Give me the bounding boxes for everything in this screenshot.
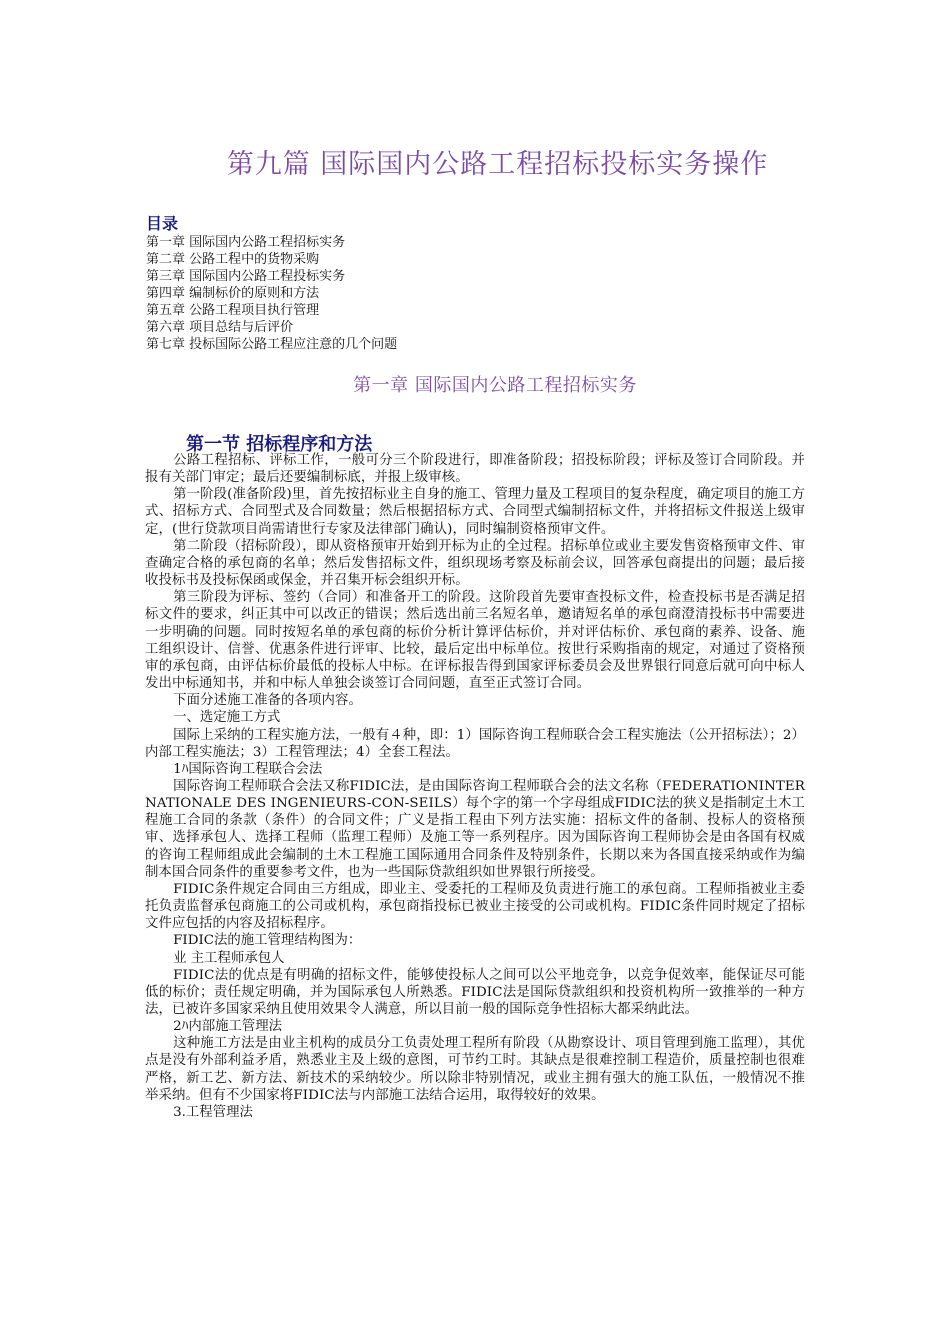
subheading: FIDIC法的施工管理结构图为： (173, 933, 362, 949)
toc-item-1[interactable]: 第一章 国际国内公路工程招标实务 (146, 235, 346, 250)
toc-item-4[interactable]: 第四章 编制标价的原则和方法 (146, 286, 320, 301)
section-title: 第一节 招标程序和方法 (186, 434, 373, 455)
paragraph: 国际咨询工程师联合会法又称FIDIC法，是由国际咨询工程师联合会的法文名称（FEDERATIONINTERNATIONALE DES INGENIEURS-CON-SEILS）每个字的第一个字母组成FIDIC法的狭义是指制定土木工程施工合同的条款（条件）的合同文件；广义是指工程由下列方法实施：招标文件的备制、投标人的资格预审、选择承包人、选择工程师（监理工程师）及施工等一系列程序。因为国际咨询工程师协会是由各国有权威的咨询工程师组成此会编制的土木工程施工国际通用合同条件及特别条件，长期以来为各国直接采纳或作为编制本国合同条件的重要参考文件，也为一些国际贷款组织如世界银行所接受。 (145, 778, 805, 880)
subheading: 一、选定施工方式 (173, 710, 281, 726)
toc-item-6[interactable]: 第六章 项目总结与后评价 (146, 320, 294, 335)
toc-item-5[interactable]: 第五章 公路工程项目执行管理 (146, 303, 320, 318)
toc-item-7[interactable]: 第七章 投标国际公路工程应注意的几个问题 (146, 337, 398, 352)
body-text (145, 452, 805, 1121)
paragraph: 第三阶段为评标、签约（合同）和准备开工的阶段。这阶段首先要审查投标文件，检查投标书是否满足招标文件的要求，纠正其中可以改正的错误；然后选出前三名短名单，邀请短名单的承包商澄清投标书中需要进一步明确的问题。同时按短名单的承包商的标价分析计算评估标价，并对评估标价、承包商的素养、设备、施工组织设计、信誉、优惠条件进行评审、比较，最后定出中标单位。按世行采购指南的规定，对通过了资格预审的承包商，由评估标价最低的投标人中标。在评标报告得到国家评标委员会及世界银行同意后就可向中标人发出中标通知书，并和中标人单独会谈签订合同问题，直至正式签订合同。 (145, 590, 805, 692)
paragraph: 第一阶段(准备阶段)里，首先按招标业主自身的施工、管理力量及工程项目的复杂程度，确定项目的施工方式、招标方式、合同型式及合同数量；然后根据招标方式、合同型式编制招标文件，并将招标文件报送上级审定，(世行贷款项目尚需请世行专家及法律部门确认)，同时编制资格预审文件。 (145, 487, 805, 537)
paragraph: 第二阶段（招标阶段），即从资格预审开始到开标为止的全过程。招标单位或业主要发售资格预审文件、审查确定合格的承包商的名单；然后发售招标文件，组织现场考察及标前会议，回答承包商提出的问题；最后接收投标书及投标保函或保金，并召集开标会组织开标。 (145, 538, 805, 589)
paragraph: FIDIC条件规定合同由三方组成，即业主、受委托的工程师及负责进行施工的承包商。工程师指被业主委托负责监督承包商施工的公司或机构，承包商指投标已被业主接受的公司或机构。FIDIC条件同时规定了招标文件应包括的内容及招标程序。 (145, 881, 805, 932)
paragraph: 公路工程招标、评标工作，一般可分三个阶段进行，即准备阶段；招投标阶段；评标及签订合同阶段。并报有关部门审定；最后还要编制标底，并报上级审核。 (145, 453, 805, 486)
toc-item-3[interactable]: 第三章 国际国内公路工程投标实务 (146, 269, 346, 284)
toc-heading: 目录 (146, 214, 179, 233)
paragraph: FIDIC法的优点是有明确的招标文件，能够使投标人之间可以公平地竞争，以竞争促效率，能保证尽可能低的标价；责任规定明确，并为国际承包人所熟悉。FIDIC法是国际贷款组织和投资机构所一致推举的一种方法，已被许多国家采纳且使用效果令人满意，所以目前一般的国际竞争性招标大都采纳此法。 (145, 967, 805, 1017)
document-title: 第九篇 国际国内公路工程招标投标实务操作 (226, 149, 769, 180)
paragraph: 下面分述施工准备的各项内容。 (173, 693, 362, 709)
structure-line: 业 主工程师承包人 (173, 950, 285, 966)
subheading: 2ﾊ内部施工管理法 (173, 1019, 283, 1035)
paragraph: 国际上采纳的工程实施方法，一般有４种，即：1）国际咨询工程师联合会工程实施法（公开招标法）；2）内部工程实施法；3）工程管理法；4）全套工程法。 (145, 727, 805, 760)
paragraph: 这种施工方法是由业主机构的成员分工负责处理工程所有阶段（从勘察设计、项目管理到施工监理），其优点是没有外部利益矛盾，熟悉业主及上级的意图，可节约工时。其缺点是很难控制工程造价，质量控制也很难严格，新工艺、新方法、新技术的采纳较少。所以除非特别情况，或业主拥有强大的施工队伍，一般情况不推举采纳。但有不少国家将FIDIC法与内部施工法结合运用，取得较好的效果。 (145, 1036, 805, 1103)
chapter-title: 第一章 国际国内公路工程招标实务 (353, 375, 637, 396)
toc-item-2[interactable]: 第二章 公路工程中的货物采购 (146, 252, 320, 267)
table-of-contents (146, 214, 846, 353)
subheading: 1ﾊ国际咨询工程联合会法 (173, 761, 323, 777)
subheading: 3.工程管理法 (173, 1104, 253, 1120)
